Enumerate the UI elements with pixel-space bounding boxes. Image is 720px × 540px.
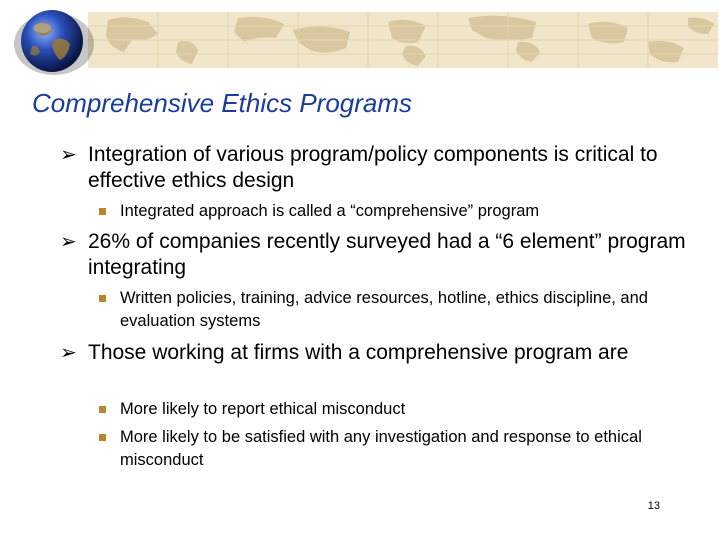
bullet-text: 26% of companies recently surveyed had a “6 element” program integrating — [88, 230, 686, 279]
square-bullet-icon — [99, 434, 106, 441]
bullet-text: Those working at firms with a comprehensive program are — [88, 341, 629, 364]
page-number: 13 — [647, 500, 660, 512]
square-bullet-icon — [99, 295, 106, 302]
square-bullet-icon — [99, 208, 106, 215]
sub-bullet-text: Integrated approach is called a “comprehensive” program — [120, 202, 540, 220]
sub-bullet-text: Written policies, training, advice resources, hotline, ethics discipline, and evaluation systems — [120, 289, 648, 330]
sub-bullet-item — [120, 200, 700, 223]
arrow-bullet-icon: ➢ — [60, 144, 77, 166]
bullet-item — [60, 229, 698, 281]
arrow-bullet-icon: ➢ — [60, 342, 77, 364]
square-bullet-icon — [99, 406, 106, 413]
world-map-banner — [88, 12, 718, 68]
bullet-item — [60, 340, 698, 366]
sub-bullet-item — [120, 426, 700, 472]
globe-icon — [6, 6, 98, 78]
bullet-item — [60, 142, 698, 194]
arrow-bullet-icon: ➢ — [60, 231, 77, 253]
sub-bullet-text: More likely to be satisfied with any investigation and response to ethical misconduct — [120, 428, 642, 469]
sub-bullet-item — [120, 398, 700, 421]
bullet-text: Integration of various program/policy components is critical to effective ethics design — [88, 143, 658, 192]
sub-bullet-item — [120, 287, 700, 333]
sub-bullet-text: More likely to report ethical misconduct — [120, 400, 406, 418]
slide-title: Comprehensive Ethics Programs — [32, 88, 413, 118]
